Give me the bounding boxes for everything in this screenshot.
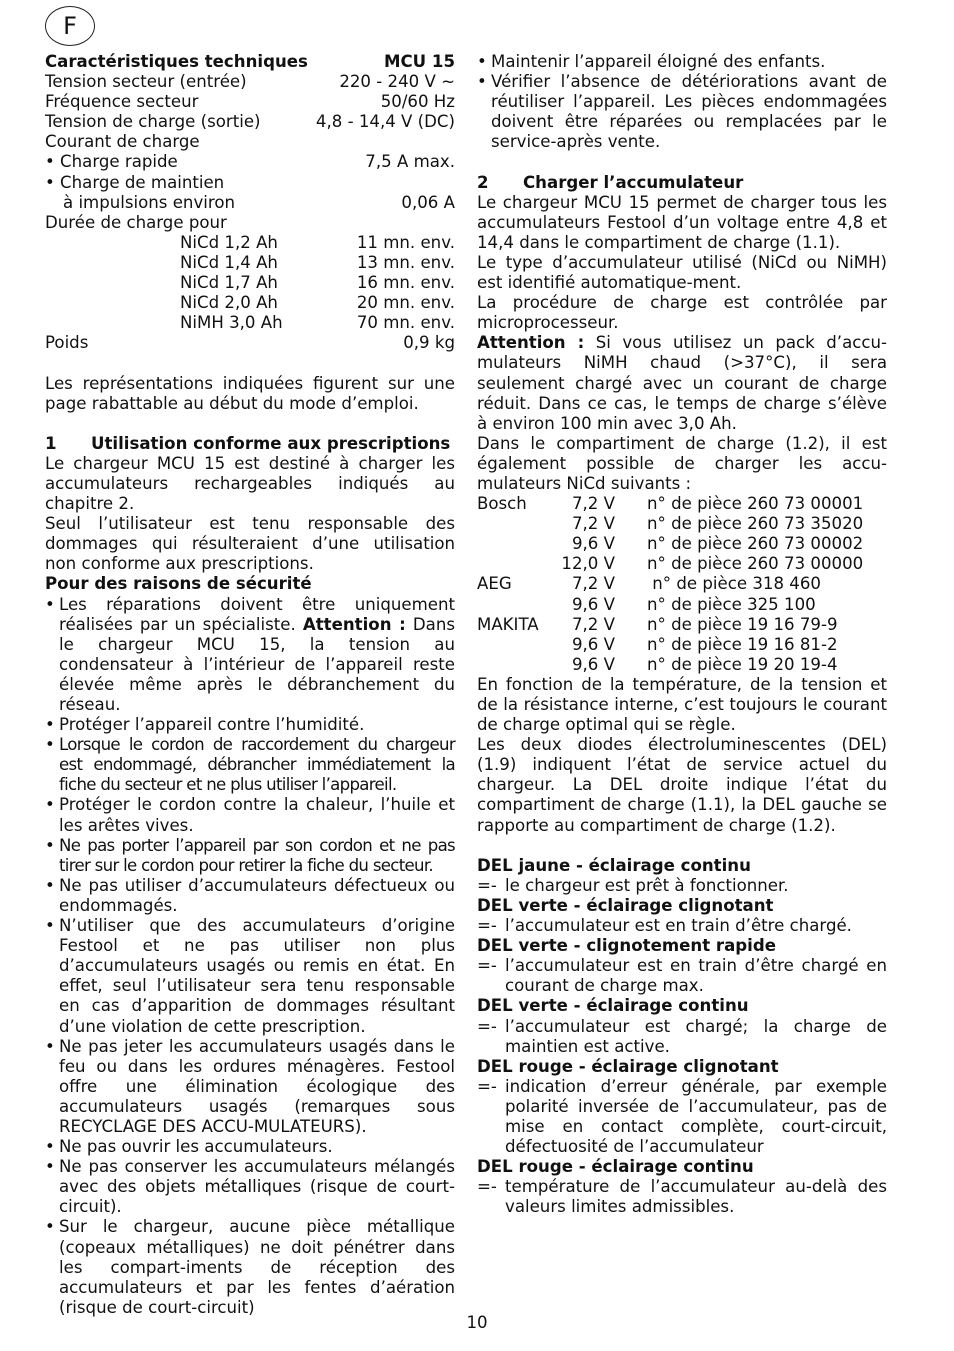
eq-prefix: =- bbox=[477, 875, 497, 895]
duration-label: Durée de charge pour bbox=[45, 212, 227, 232]
eq-prefix: =- bbox=[477, 956, 497, 976]
section-2-heading bbox=[477, 173, 887, 193]
led-status-title: DEL verte - éclairage continu bbox=[477, 996, 749, 1016]
bullet-icon: • bbox=[45, 795, 55, 815]
bullet-text: N’utiliser que des accumulateurs d’origine Festool et ne pas utiliser non plus d’accumulateurs usagés ou remis en état. En effet, seul l’utilisateur sera tenu responsable en cas d’apparition de dommages résultant d’une violation de cette prescription. bbox=[59, 916, 455, 1036]
part-number: n° de pièce 325 100 bbox=[647, 594, 816, 614]
spec-label: à impulsions environ bbox=[63, 192, 236, 212]
led-status-desc bbox=[477, 876, 887, 896]
battery-type: NiMH 3,0 Ah bbox=[180, 313, 283, 333]
spec-value: 0,06 A bbox=[401, 192, 455, 212]
attention-label: Attention : bbox=[477, 333, 585, 353]
led-desc-text: le chargeur est prêt à fonctionner. bbox=[505, 875, 789, 895]
led-status-title: DEL rouge - éclairage clignotant bbox=[477, 1056, 779, 1076]
duration-row bbox=[45, 233, 455, 253]
spec-label: Fréquence secteur bbox=[45, 92, 199, 112]
voltage: 12,0 V bbox=[561, 554, 615, 574]
duration-row bbox=[45, 313, 455, 333]
bullet-icon: • bbox=[45, 1137, 55, 1157]
voltage: 7,2 V bbox=[571, 574, 615, 594]
duration-value: 13 mn. env. bbox=[356, 252, 455, 272]
led-status-title: DEL jaune - éclairage continu bbox=[477, 855, 751, 875]
part-number: n° de pièce 260 73 35020 bbox=[647, 514, 864, 534]
specs-heading bbox=[45, 52, 455, 72]
brand: AEG bbox=[477, 574, 512, 594]
bullet-text-part: Les réparations doivent être uniquement réalisées par un spécialiste. bbox=[59, 594, 455, 634]
led-desc-text: l’accumulateur est chargé; la charge de maintien est active. bbox=[505, 1016, 887, 1056]
bullet-icon: • bbox=[477, 72, 487, 92]
led-status-desc bbox=[477, 956, 887, 996]
part-number: n° de pièce 260 73 00002 bbox=[647, 534, 864, 554]
battery-part-row bbox=[477, 534, 887, 554]
bullet-icon: • bbox=[45, 916, 55, 936]
voltage: 7,2 V bbox=[571, 494, 615, 514]
safety-bullet bbox=[45, 876, 455, 916]
part-number: n° de pièce 19 16 79-9 bbox=[647, 614, 838, 634]
section-number: 2 bbox=[477, 172, 489, 192]
led-status-list bbox=[477, 856, 887, 1218]
bullet-text: Protéger l’appareil contre l’humidité. bbox=[59, 715, 365, 735]
brand bbox=[477, 554, 559, 574]
intro-paragraph: Les représentations indiquées figurent sur une page rabattable au début du mode d’emploi. bbox=[45, 373, 455, 413]
safety-bullet bbox=[45, 1137, 455, 1157]
spec-value: 50/60 Hz bbox=[380, 92, 455, 112]
bullet-text: Ne pas ouvrir les accumulateurs. bbox=[59, 1137, 333, 1157]
battery-type: NiCd 2,0 Ah bbox=[180, 293, 278, 313]
bullet-icon: • bbox=[45, 835, 55, 855]
safety-bullet bbox=[477, 52, 887, 72]
battery-type: NiCd 1,4 Ah bbox=[180, 252, 278, 272]
led-desc-text: indication d’erreur générale, par exemple polarité inversée de l’accumulateur, pas de mise en contact complète, court-circuit, défectuosité de l’accumulateur bbox=[505, 1076, 887, 1157]
spec-row bbox=[45, 333, 455, 353]
specs-title: Caractéristiques techniques bbox=[45, 52, 308, 71]
safety-bullet bbox=[45, 715, 455, 735]
led-status-title: DEL rouge - éclairage continu bbox=[477, 1157, 754, 1177]
duration-value: 70 mn. env. bbox=[356, 313, 455, 333]
bullet-text: Ne pas porter l’appareil par son cordon et ne pas tirer sur le cordon pour retirer la fiche du secteur. bbox=[59, 835, 455, 875]
spec-label: Tension secteur (entrée) bbox=[45, 72, 247, 92]
bullet-text: Maintenir l’appareil éloigné des enfants. bbox=[491, 52, 826, 71]
brand bbox=[477, 534, 559, 554]
led-status-desc bbox=[477, 1077, 887, 1157]
section-number: 1 bbox=[45, 433, 57, 453]
part-number: n° de pièce 318 460 bbox=[647, 574, 821, 594]
language-badge: F bbox=[45, 6, 95, 46]
voltage: 7,2 V bbox=[571, 514, 615, 534]
safety-bullet bbox=[45, 795, 455, 835]
safety-bullet bbox=[45, 916, 455, 1037]
paragraph: Le type d’accumulateur utilisé (NiCd ou NiMH) est identifié automatique-ment. bbox=[477, 252, 887, 293]
page-number: 10 bbox=[466, 1313, 488, 1332]
eq-prefix: =- bbox=[477, 1177, 497, 1197]
safety-bullet bbox=[45, 1157, 455, 1217]
attention-text: Si vous utilisez un pack d’accu-mulateurs NiMH chaud (>37°C), il sera seulement chargé avec un courant de charge réduit. Dans ce cas, le temps de charge s’élève à environ 100 min avec 3,0 Ah. bbox=[477, 333, 887, 433]
spec-row bbox=[45, 152, 455, 172]
led-status-desc bbox=[477, 1017, 887, 1057]
brand: MAKITA bbox=[477, 614, 539, 634]
section-title: Utilisation conforme aux prescriptions bbox=[91, 433, 451, 453]
eq-prefix: =- bbox=[477, 1016, 497, 1036]
bullet-text: Sur le chargeur, aucune pièce métallique (copeaux métalliques) ne doit pénétrer dans les compart-iments de réception des accumulateurs et par les fentes d’aération (risque de court-circuit) bbox=[59, 1217, 455, 1317]
bullet-icon: • bbox=[45, 1217, 55, 1237]
battery-type: NiCd 1,2 Ah bbox=[180, 232, 278, 252]
battery-part-row bbox=[477, 494, 887, 514]
part-number: n° de pièce 19 20 19-4 bbox=[647, 654, 838, 674]
bullet-text: Ne pas jeter les accumulateurs usagés dans le feu ou dans les ordures ménagères. Festool offre une élimination écologique des accumulateurs usagés (remarques sous RECYCLAGE DES ACCU-MULATEURS). bbox=[59, 1036, 455, 1136]
bullet-icon: • bbox=[45, 1157, 55, 1177]
led-status-title: DEL verte - éclairage clignotant bbox=[477, 895, 774, 915]
part-number: n° de pièce 260 73 00000 bbox=[647, 554, 864, 574]
battery-part-row bbox=[477, 554, 887, 574]
left-column bbox=[45, 52, 455, 1318]
brand bbox=[477, 514, 559, 534]
safety-bullet bbox=[45, 1217, 455, 1317]
spec-label: Poids bbox=[45, 333, 89, 353]
duration-value: 16 mn. env. bbox=[356, 273, 455, 293]
bullet-text bbox=[59, 595, 455, 716]
brand: Bosch bbox=[477, 494, 527, 514]
spec-row bbox=[45, 72, 455, 92]
bullet-text-part: Dans le chargeur MCU 15, la tension au condensateur à l’intérieur de l’appareil reste élevée même après le débranchement du réseau. bbox=[59, 614, 455, 714]
paragraph: Le chargeur MCU 15 permet de charger tous les accumulateurs Festool d’un voltage entre 4,8 et 14,4 dans le compartiment de charge (1.1). bbox=[477, 192, 887, 252]
voltage: 7,2 V bbox=[571, 614, 615, 634]
compatible-batteries-list bbox=[477, 494, 887, 675]
battery-part-row bbox=[477, 595, 887, 615]
voltage: 9,6 V bbox=[571, 634, 615, 654]
battery-part-row bbox=[477, 635, 887, 655]
paragraph: Seul l’utilisateur est tenu responsable des dommages qui résulteraient d’une utilisation non conforme aux prescriptions. bbox=[45, 514, 455, 574]
spec-row bbox=[45, 193, 455, 213]
bullet-text: Ne pas utiliser d’accumulateurs défectueux ou endommagés. bbox=[59, 875, 455, 915]
led-status-title: DEL verte - clignotement rapide bbox=[477, 936, 776, 956]
voltage: 9,6 V bbox=[571, 594, 615, 614]
eq-prefix: =- bbox=[477, 1076, 497, 1096]
safety-bullet bbox=[45, 595, 455, 716]
battery-part-row bbox=[477, 574, 887, 594]
spec-label: • Charge rapide bbox=[45, 152, 178, 172]
safety-bullet bbox=[477, 72, 887, 152]
bullet-icon: • bbox=[45, 875, 55, 895]
led-desc-text: l’accumulateur est en train d’être chargé en courant de charge max. bbox=[505, 956, 887, 996]
bullet-icon: • bbox=[45, 735, 55, 755]
paragraph: En fonction de la température, de la tension et de la résistance interne, c’est toujours le courant de charge optimal qui se règle. bbox=[477, 674, 887, 735]
brand bbox=[477, 635, 559, 655]
attention-paragraph bbox=[477, 333, 887, 433]
bullet-icon: • bbox=[45, 594, 55, 614]
paragraph: Dans le compartiment de charge (1.2), il est également possible de charger les accu-mulateurs NiCd suivants : bbox=[477, 433, 887, 493]
attention-label: Attention : bbox=[302, 614, 406, 634]
section-1-heading bbox=[45, 434, 455, 454]
eq-prefix: =- bbox=[477, 916, 497, 936]
spec-value: 0,9 kg bbox=[403, 333, 455, 353]
voltage: 9,6 V bbox=[571, 534, 615, 554]
duration-value: 11 mn. env. bbox=[356, 232, 455, 252]
bullet-icon: • bbox=[45, 1036, 55, 1056]
battery-part-row bbox=[477, 514, 887, 534]
brand bbox=[477, 595, 559, 615]
spec-value: 4,8 - 14,4 V (DC) bbox=[315, 112, 455, 132]
maintenance-label: • Charge de maintien bbox=[45, 172, 225, 192]
safety-bullet bbox=[45, 735, 455, 795]
paragraph: La procédure de charge est contrôlée par microprocesseur. bbox=[477, 293, 887, 333]
right-column bbox=[477, 52, 887, 1217]
bullet-icon: • bbox=[477, 52, 487, 71]
duration-row bbox=[45, 293, 455, 313]
paragraph: Le chargeur MCU 15 est destiné à charger les accumulateurs rechargeables indiqués au chapitre 2. bbox=[45, 453, 455, 514]
led-desc-text: l’accumulateur est en train d’être chargé. bbox=[505, 916, 852, 936]
duration-row bbox=[45, 273, 455, 293]
battery-type: NiCd 1,7 Ah bbox=[180, 273, 278, 293]
bullet-text: Vérifier l’absence de détériorations avant de réutiliser l’appareil. Les pièces endommagées doivent être réparées ou remplacées par le service-après vente. bbox=[491, 72, 887, 152]
part-number: n° de pièce 19 16 81-2 bbox=[647, 634, 838, 654]
spec-value: 220 - 240 V ~ bbox=[339, 72, 455, 92]
voltage: 9,6 V bbox=[571, 654, 615, 674]
brand bbox=[477, 655, 559, 675]
specs-model: MCU 15 bbox=[383, 52, 455, 71]
bullet-text: Protéger le cordon contre la chaleur, l’huile et les arêtes vives. bbox=[59, 795, 455, 835]
battery-part-row bbox=[477, 615, 887, 635]
safety-bullet bbox=[45, 836, 455, 876]
led-status-desc bbox=[477, 916, 887, 936]
part-number: n° de pièce 260 73 00001 bbox=[647, 494, 864, 514]
charge-current-label: Courant de charge bbox=[45, 132, 200, 152]
spec-row bbox=[45, 112, 455, 132]
duration-value: 20 mn. env. bbox=[356, 293, 455, 313]
spec-label: Tension de charge (sortie) bbox=[45, 112, 261, 132]
safety-heading: Pour des raisons de sécurité bbox=[45, 574, 312, 594]
paragraph: Les deux diodes électroluminescentes (DEL) (1.9) indiquent l’état de service actuel du chargeur. La DEL droite indique l’état du compartiment de charge (1.1), la DEL gauche se rapporte au compartiment de charge (1.2). bbox=[477, 735, 887, 835]
bullet-text: Ne pas conserver les accumulateurs mélangés avec des objets métalliques (risque de court-circuit). bbox=[59, 1157, 455, 1217]
spec-value: 7,5 A max. bbox=[365, 152, 455, 172]
duration-row bbox=[45, 253, 455, 273]
spec-row bbox=[45, 92, 455, 112]
bullet-icon: • bbox=[45, 715, 55, 735]
safety-bullet bbox=[45, 1037, 455, 1137]
led-status-desc bbox=[477, 1177, 887, 1217]
led-desc-text: température de l’accumulateur au-delà des valeurs limites admissibles. bbox=[505, 1177, 887, 1217]
section-title: Charger l’accumulateur bbox=[523, 172, 744, 192]
bullet-text: Lorsque le cordon de raccordement du chargeur est endommagé, débrancher immédiatement la fiche du secteur et ne plus utiliser l’appareil. bbox=[59, 735, 455, 795]
battery-part-row bbox=[477, 655, 887, 675]
